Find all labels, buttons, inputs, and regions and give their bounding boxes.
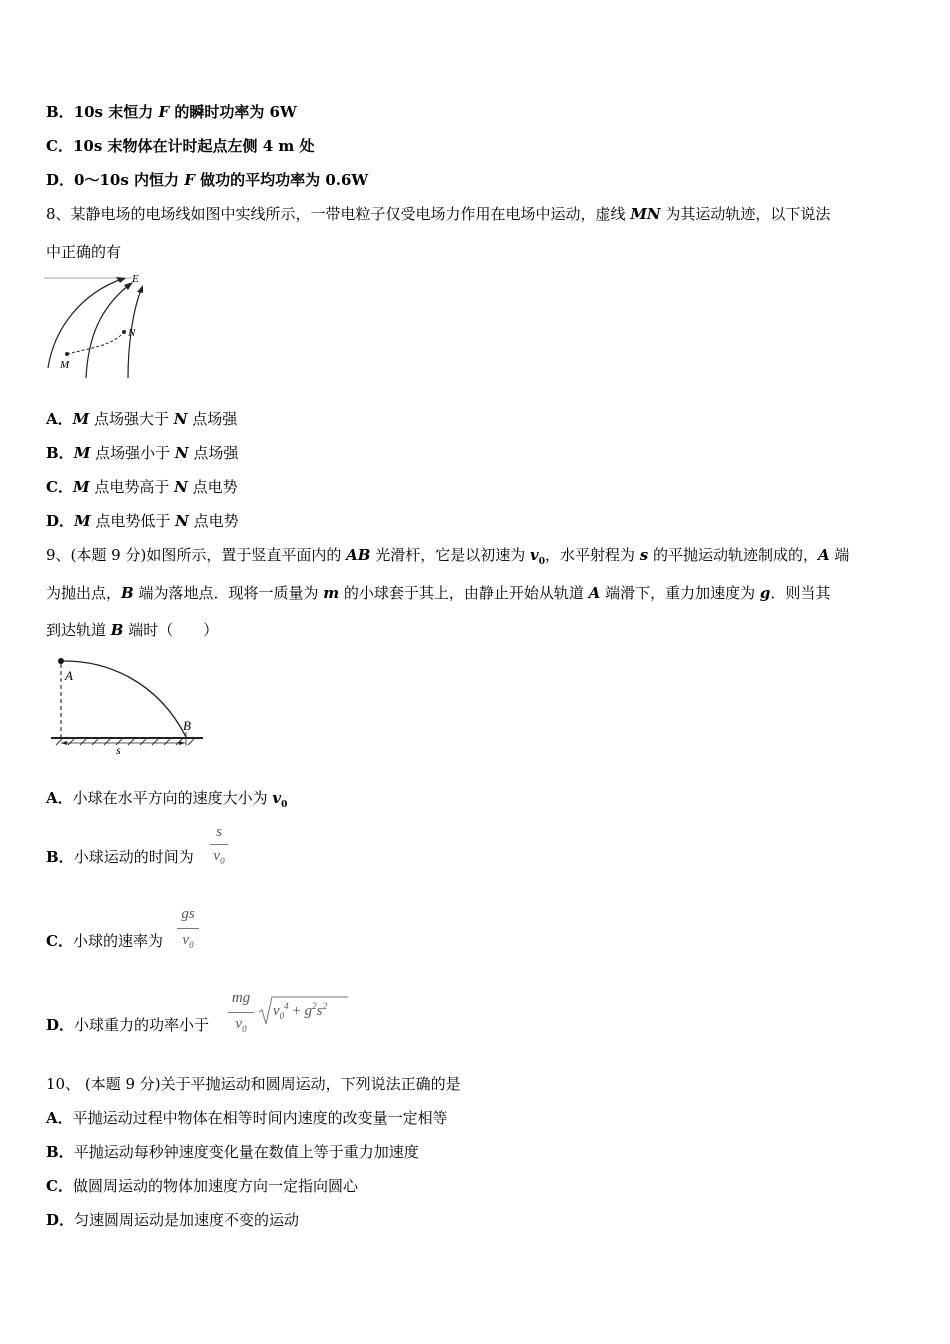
q8-option-a: A．M 点场强大于 N 点场强 — [46, 410, 238, 428]
q7-option-b: B．10s 末恒力 F 的瞬时功率为 6W — [46, 103, 297, 121]
fraction-denominator: v — [182, 932, 190, 948]
q10-option-d: D．匀速圆周运动是加速度不变的运动 — [46, 1211, 300, 1229]
range-arrow-right — [179, 741, 185, 745]
q10-stem: 10、 (本题 9 分)关于平抛运动和圆周运动，下列说法正确的是 — [46, 1075, 461, 1093]
fraction-denominator: v — [213, 848, 221, 864]
label-a: A — [65, 668, 73, 683]
q7-option-d: D．0～10s 内恒力 F 做功的平均功率为 0.6W — [46, 171, 369, 189]
q9-stem-line2: 为抛出点，B 端为落地点．现将一质量为 m 的小球套于其上，由静止开始从轨道 A 端滑下，重力加速度为 g．则当其 — [46, 584, 831, 602]
label-e: E — [132, 273, 139, 285]
trajectory-mn — [67, 332, 124, 354]
q8-stem-line2: 中正确的有 — [46, 243, 122, 261]
fraction-denominator: v — [235, 1016, 243, 1032]
field-line-1 — [48, 279, 122, 368]
label-m: M — [60, 359, 70, 371]
label-n: N — [128, 327, 136, 339]
trajectory-ab — [61, 661, 186, 737]
q9-option-c: C．小球的速率为 — [46, 932, 163, 950]
arrow-head-3 — [137, 285, 143, 293]
q9-projectile-figure — [48, 652, 210, 758]
q9-option-c-fraction: gs $v_0$ — [177, 906, 199, 956]
q9-stem-line1: 9、(本题 9 分)如图所示，置于竖直平面内的 AB 光滑杆，它是以初速为 $v_0$，水平射程为 s 的平抛运动轨迹制成的，A 端 — [46, 546, 850, 567]
point-n — [122, 330, 126, 334]
q9-option-b: B．小球运动的时间为 — [46, 848, 194, 866]
q10-option-c: C．做圆周运动的物体加速度方向一定指向圆心 — [46, 1177, 358, 1195]
q9-option-d-fraction: mg $v_0$ — [228, 990, 254, 1040]
fraction-numerator: mg — [231, 990, 251, 1006]
range-arrow-left — [61, 741, 67, 745]
q7-option-c: C．10s 末物体在计时起点左侧 4 m 处 — [46, 137, 315, 155]
q9-option-b-fraction: s $v_0$ — [210, 824, 228, 872]
label-s: s — [116, 743, 121, 757]
fraction-numerator: gs — [181, 906, 195, 922]
q9-option-a: A．小球在水平方向的速度大小为 $v_0$ — [46, 789, 288, 810]
fraction-bar — [177, 928, 199, 929]
q9-option-d: D．小球重力的功率小于 — [46, 1016, 210, 1034]
q8-field-figure — [42, 268, 152, 382]
fraction-bar — [210, 844, 228, 845]
q8-option-c: C．M 点电势高于 N 点电势 — [46, 478, 238, 496]
ground-hatching — [56, 739, 194, 745]
q10-option-a: A．平抛运动过程中物体在相等时间内速度的改变量一定相等 — [46, 1109, 448, 1127]
q8-option-d: D．M 点电势低于 N 点电势 — [46, 512, 239, 530]
label-b: B — [183, 718, 191, 733]
q8-stem-line1: 8、某静电场的电场线如图中实线所示，一带电粒子仅受电场力作用在电场中运动，虚线 MN 为其运动轨迹，以下说法 — [46, 205, 831, 223]
fraction-numerator: s — [216, 824, 222, 840]
fraction-bar — [228, 1012, 254, 1013]
q10-option-b: B．平抛运动每秒钟速度变化量在数值上等于重力加速度 — [46, 1143, 419, 1161]
q8-option-b: B．M 点场强小于 N 点场强 — [46, 444, 239, 462]
arrow-head-1 — [116, 277, 126, 283]
point-m — [65, 352, 69, 356]
q9-stem-line3: 到达轨道 B 端时（ ） — [46, 621, 219, 639]
